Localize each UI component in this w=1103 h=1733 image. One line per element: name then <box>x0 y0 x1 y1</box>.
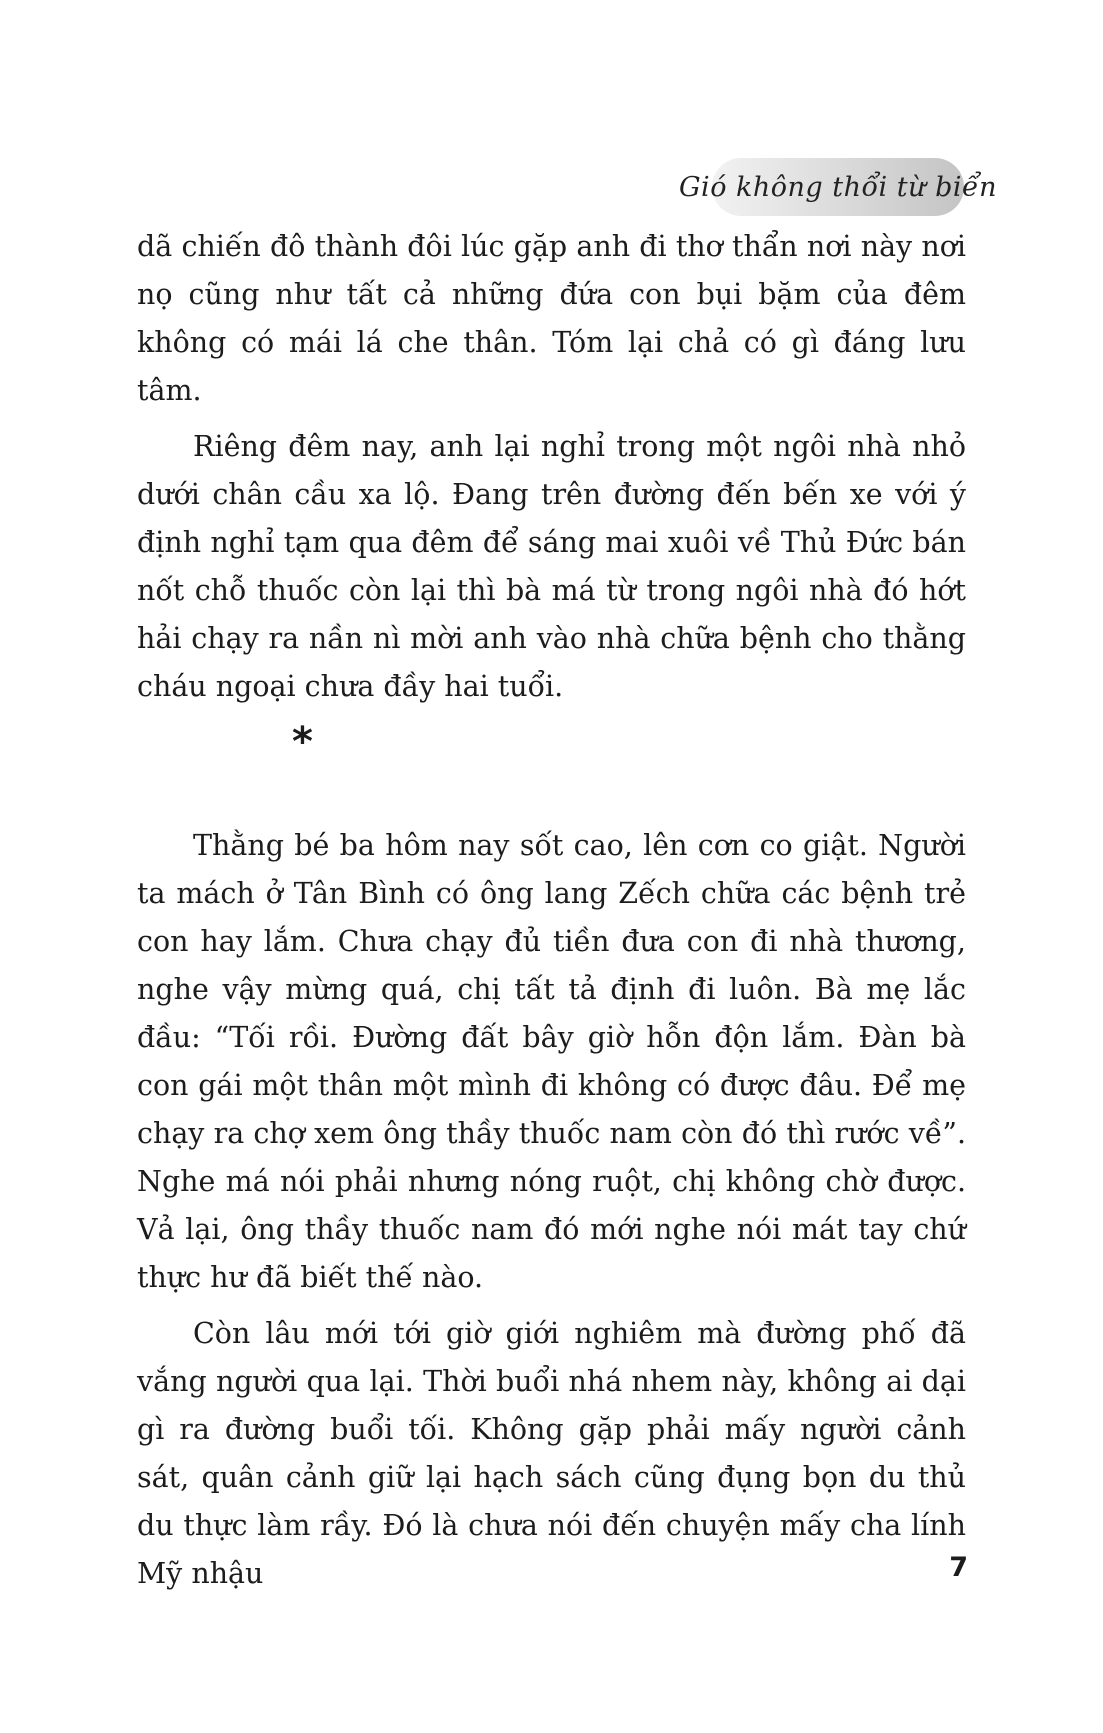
paragraph: Thằng bé ba hôm nay sốt cao, lên cơn co giật. Người ta mách ở Tân Bình có ông lang Zếch chữa các bệnh trẻ con hay lắm. Chưa chạy đủ tiền đưa con đi nhà thương, nghe vậy mừng quá, chị tất tả định đi luôn. Bà mẹ lắc đầu: “Tối rồi. Đường đất bây giờ hỗn độn lắm. Đàn bà con gái một thân một mình đi không có được đâu. Để mẹ chạy ra chợ xem ông thầy thuốc nam còn đó thì rước về”. Nghe má nói phải nhưng nóng ruột, chị không chờ được. Vả lại, ông thầy thuốc nam đó mới nghe nói mát tay chứ thực hư đã biết thế nào. <box>137 829 966 1294</box>
section-two <box>137 822 966 1598</box>
page-number: 7 <box>949 1552 968 1583</box>
running-header-badge <box>678 158 998 216</box>
paragraph: Còn lâu mới tới giờ giới nghiêm mà đường phố đã vắng người qua lại. Thời buổi nhá nhem này, không ai dại gì ra đường buổi tối. Không gặp phải mấy người cảnh sát, quân cảnh giữ lại hạch sách cũng đụng bọn du thủ du thực làm rầy. Đó là chưa nói đến chuyện mấy cha lính Mỹ nhậu <box>137 1317 966 1590</box>
paragraph-continued: dã chiến đô thành đôi lúc gặp anh đi thơ thẩn nơi này nơi nọ cũng như tất cả những đứa con bụi bặm của đêm không có mái lá che thân. Tóm lại chả có gì đáng lưu tâm. <box>137 230 966 407</box>
section-separator-asterisk: * <box>292 719 313 765</box>
section-one <box>137 223 966 711</box>
paragraph: Riêng đêm nay, anh lại nghỉ trong một ngôi nhà nhỏ dưới chân cầu xa lộ. Đang trên đường đến bến xe với ý định nghỉ tạm qua đêm để sáng mai xuôi về Thủ Đức bán nốt chỗ thuốc còn lại thì bà má từ trong ngôi nhà đó hớt hải chạy ra nần nì mời anh vào nhà chữa bệnh cho thằng cháu ngoại chưa đầy hai tuổi. <box>137 430 966 703</box>
book-title: Gió không thổi từ biển <box>678 171 998 203</box>
